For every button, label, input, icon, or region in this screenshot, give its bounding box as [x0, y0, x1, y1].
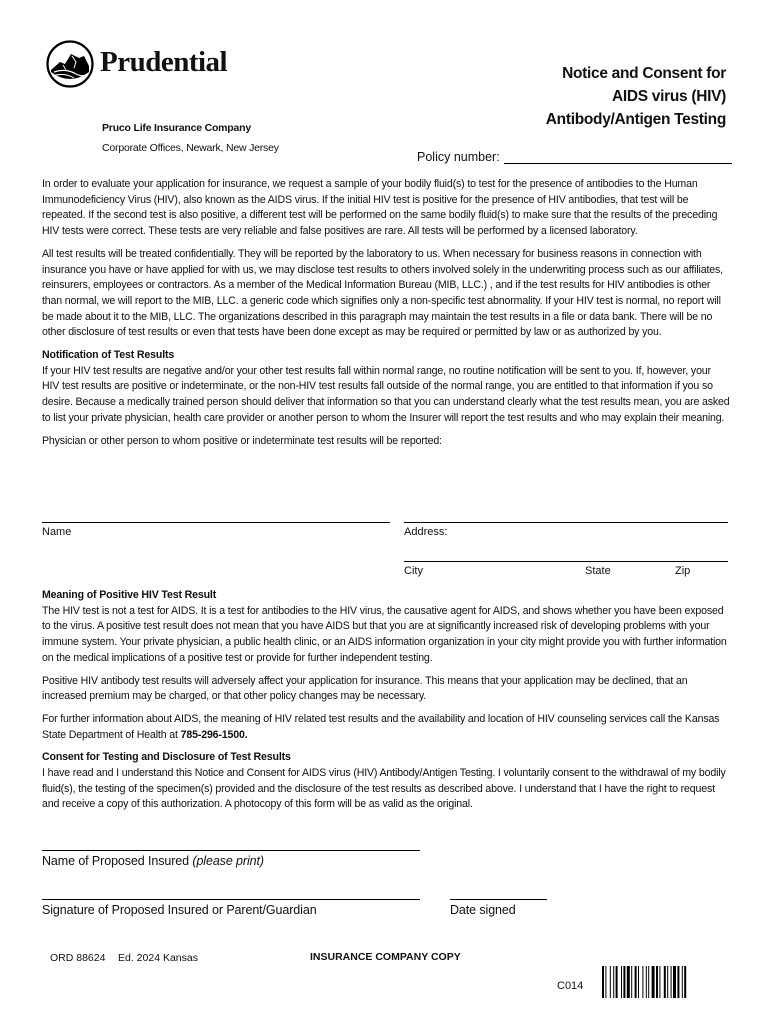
health-department-phone: 785-296-1500.: [180, 728, 248, 741]
paragraph-further-info: [42, 712, 730, 743]
address-line[interactable]: [404, 522, 728, 523]
meaning-heading: Meaning of Positive HIV Test Result: [42, 589, 217, 601]
proposed-insured-name-label: [42, 854, 264, 868]
policy-number-label: Policy number:: [417, 150, 500, 164]
signature-line[interactable]: [42, 899, 420, 900]
name-line[interactable]: [42, 522, 390, 523]
proposed-insured-name-line[interactable]: [42, 850, 420, 851]
paragraph-adverse-effect: Positive HIV antibody test results will adversely affect your application for insurance. This means that your application may be declined, that an increased premium may be charged, or that other policy changes may be necessary.: [42, 674, 688, 703]
title-line-1: Notice and Consent for: [562, 65, 726, 82]
form-code: C014: [557, 980, 584, 992]
paragraph-notification: If your HIV test results are negative and/or your other test results fall within normal range, no routine notification will be sent to you. If, however, your HIV test results are positive or indeterminate, or the non-HIV test results fall outside of the normal range, you are entitled to that information if you so desire. Because a medically trained person should deliver that information so that you can understand clearly what the test results mean, you are asked to list your private physician, health care provider or another person to whom the Insurer will report the test results and who may explain their meaning.: [42, 364, 730, 424]
company-offices: Corporate Offices, Newark, New Jersey: [102, 142, 279, 154]
date-signed-line[interactable]: [450, 899, 547, 900]
please-print-note: (please print): [192, 854, 264, 868]
city-label: City: [404, 565, 423, 577]
copy-designation: INSURANCE COMPANY COPY: [310, 951, 461, 963]
intro-block: [42, 177, 730, 449]
paragraph-physician: Physician or other person to whom positive or indeterminate test results will be reported:: [42, 434, 442, 447]
paragraph-evaluation: In order to evaluate your application for insurance, we request a sample of your bodily fluid(s) to test for the presence of antibodies to the Human Immunodeficiency Virus (HIV), also known as the AIDS virus. If the initial HIV test is positive for the presence of HIV antibodies, that test will be repeated. If the second test is also positive, a different test will be performed on the same bodily fluid(s) to make sure that the results of the preceding HIV tests were correct. These tests are very reliable and false positives are rare. All tests will be performed by a licensed laboratory.: [42, 178, 718, 238]
rock-of-gibraltar-icon: [46, 40, 94, 88]
prudential-logo: [46, 36, 246, 96]
meaning-block: [42, 588, 730, 813]
city-state-zip-line[interactable]: [404, 561, 728, 562]
paragraph-consent: I have read and I understand this Notice and Consent for AIDS virus (HIV) Antibody/Antigen Testing. I voluntarily consent to the withdrawal of my bodily fluid(s), the testing of the specimen(s) provided and the disclosure of the test results as described above. I understand that I have the right to request and receive a copy of this authorization. A photocopy of this form will be as valid as the original.: [42, 767, 726, 811]
title-line-3: Antibody/Antigen Testing: [545, 111, 726, 128]
paragraph-confidentiality: All test results will be treated confidentially. They will be reported by the laboratory to us. When necessary for business reasons in connection with insurance you have or have applied for with us, we may disclose test results to others involved solely in the underwriting process such as our affiliates, reinsurers, employees or contractors. As a member of the Medical Information Bureau (MIB, LLC.) , and if the test results for HIV antibodies is other than normal, we will report to the MIB, LLC. a generic code which signifies only a non-specific test abnormality. If your HIV test is normal, no report will be made about it to the MIB, LLC. The organizations described in this paragraph may maintain the test results in a file or data bank. There will be no other disclosure of test results or even that tests have been done except as may be required or permitted by law or as authorized by you.: [42, 247, 723, 339]
barcode-icon: [602, 966, 730, 998]
zip-label: Zip: [675, 565, 691, 577]
further-info-text: For further information about AIDS, the meaning of HIV related test results and the availability and location of HIV counseling services call the Kansas State Department of Health at: [42, 712, 720, 741]
proposed-insured-text: Name of Proposed Insured: [42, 854, 193, 868]
form-edition: Ed. 2024 Kansas: [118, 952, 198, 964]
policy-number-line[interactable]: [504, 151, 732, 164]
logo-wordmark: Prudential: [100, 46, 228, 78]
notification-heading: Notification of Test Results: [42, 349, 175, 362]
name-label: Name: [42, 526, 72, 538]
address-label: Address:: [404, 526, 448, 538]
form-title: [546, 62, 726, 131]
title-line-2: AIDS virus (HIV): [611, 88, 726, 105]
consent-heading: Consent for Testing and Disclosure of Test Results: [42, 751, 291, 764]
signature-label: Signature of Proposed Insured or Parent/Guardian: [42, 903, 317, 917]
company-name: Pruco Life Insurance Company: [102, 122, 252, 134]
form-number: ORD 88624: [50, 952, 106, 964]
date-signed-label: Date signed: [450, 903, 516, 917]
policy-number-field[interactable]: [417, 150, 732, 164]
state-label: State: [585, 565, 611, 577]
paragraph-meaning: The HIV test is not a test for AIDS. It is a test for antibodies to the HIV virus, the causative agent for AIDS, and shows whether you have been exposed to the virus. A positive test result does not mean that you have AIDS but that you are at significantly increased risk of developing problems with your immune system. Your private physician, a public health clinic, or an AIDS information organization in your city might provide you with further information on the medical implications of a positive test or provide for further independent testing.: [42, 604, 727, 664]
